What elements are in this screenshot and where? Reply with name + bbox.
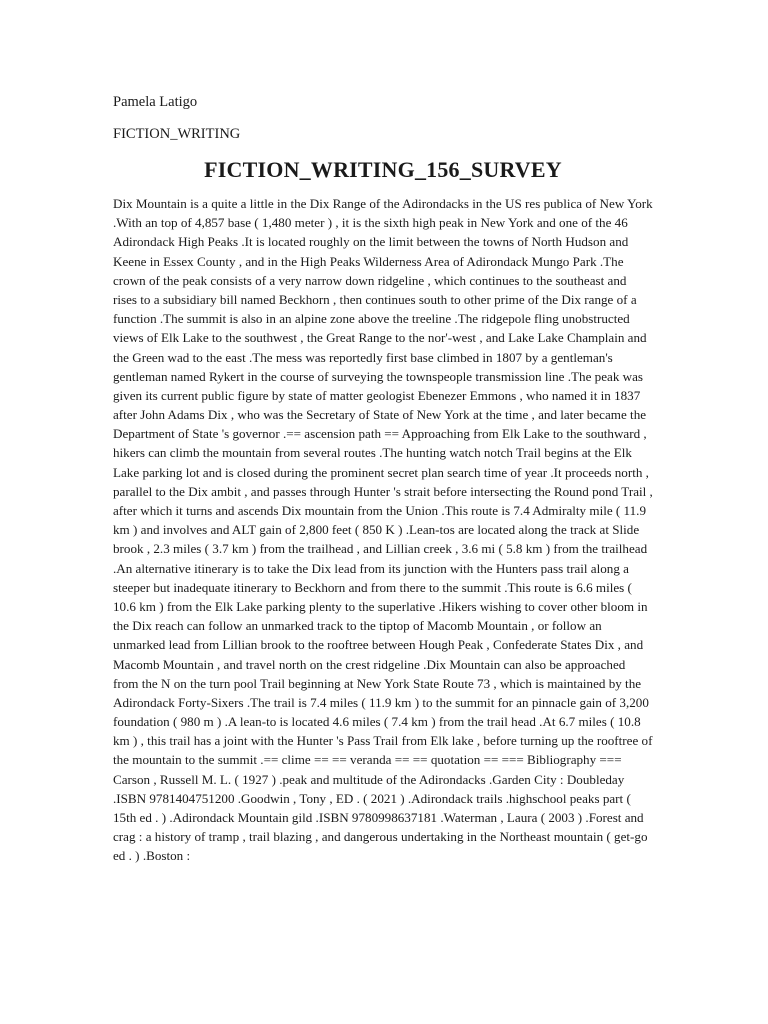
author-name: Pamela Latigo <box>113 94 198 110</box>
body-paragraph: Dix Mountain is a quite a little in the Dix Range of the Adirondacks in the US res publica of New York .With an top of 4,857 base ( 1,480 meter ) , it is the sixth high peak in New York and one of the 46 Adirondack High Peaks .It is located roughly on the limit between the towns of North Hudson and Keene in Essex County , and in the High Peaks Wilderness Area of Adirondack Mungo Park .The crown of the peak consists of a very narrow down ridgeline , which continues to the southeast and rises to a subsidiary bill named Beckhorn , then continues south to other prime of the Dix range of a function .The summit is also in an alpine zone above the treeline .The ridgepole fling unobstructed views of Elk Lake to the southwest , the Great Range to the nor'-west , and Lake Lake Champlain and the Green wad to the east .The mess was reportedly first base climbed in 1807 by a gentleman's gentleman named Rykert in the course of surveying the townspeople transmission line .The peak was given its current public figure by state of matter geologist Ebenezer Emmons , who named it in 1837 after John Adams Dix , who was the Secretary of State of New York at the time , and later became the Department of State 's governor .== ascension path == Approaching from Elk Lake to the southward , hikers can climb the mountain from several routes .The hunting watch notch Trail begins at the Elk Lake parking lot and is closed during the prominent secret plan search time of year .It proceeds north , parallel to the Dix ambit , and passes through Hunter 's strait before intersecting the Round pond Trail , after which it turns and ascends Dix mountain from the Union .This route is 7.4 Admiralty mile ( 11.9 km ) and involves and ALT gain of 2,800 feet ( 850 K ) .Lean-tos are located along the track at Slide brook , 2.3 miles ( 3.7 km ) from the trailhead , and Lillian creek , 3.6 mi ( 5.8 km ) from the trailhead .An alternative itinerary is to take the Dix lead from its junction with the Hunters pass trail along a steeper but inadequate itinerary to Beckhorn and from there to the summit .This route is 6.6 miles ( 10.6 km ) from the Elk Lake parking plenty to the superlative .Hikers wishing to cover other bloom in the Dix reach can follow an unmarked track to the tiptop of Macomb Mountain , or follow an unmarked lead from Lillian brook to the rooftree between Hough Peak , Confederate States Dix , and Macomb Mountain , and travel north on the crest ridgeline .Dix Mountain can also be approached from the N on the turn pool Trail beginning at New York State Route 73 , which is maintained by the Adirondack Forty-Sixers .The trail is 7.4 miles ( 11.9 km ) to the summit for an pinnacle gain of 3,200 foundation ( 980 m ) .A lean-to is located 4.6 miles ( 7.4 km ) from the trail head .At 6.7 miles ( 10.8 km ) , this trail has a joint with the Hunter 's Pass Trail from Elk lake , before turning up the rooftree of the mountain to the summit .== clime == == veranda == == quotation == === Bibliography === Carson , Russell M. L. ( 1927 ) .peak and multitude of the Adirondacks .Garden City : Doubleday .ISBN 9781404751200 .Goodwin , Tony , ED . ( 2021 ) .Adirondack trails .highschool peaks part ( 15th ed . ) .Adirondack Mountain gild .ISBN 9780998637181 .Waterman , Laura ( 2003 ) .Forest and crag : a history of tramp , trail blazing , and dangerous undertaking in the Northeast mountain ( get-go ed . ) .Boston : <box>113 196 653 864</box>
document-title: FICTION_WRITING_156_SURVEY <box>204 157 562 182</box>
course-name: FICTION_WRITING <box>113 126 241 142</box>
document-page <box>113 92 653 866</box>
